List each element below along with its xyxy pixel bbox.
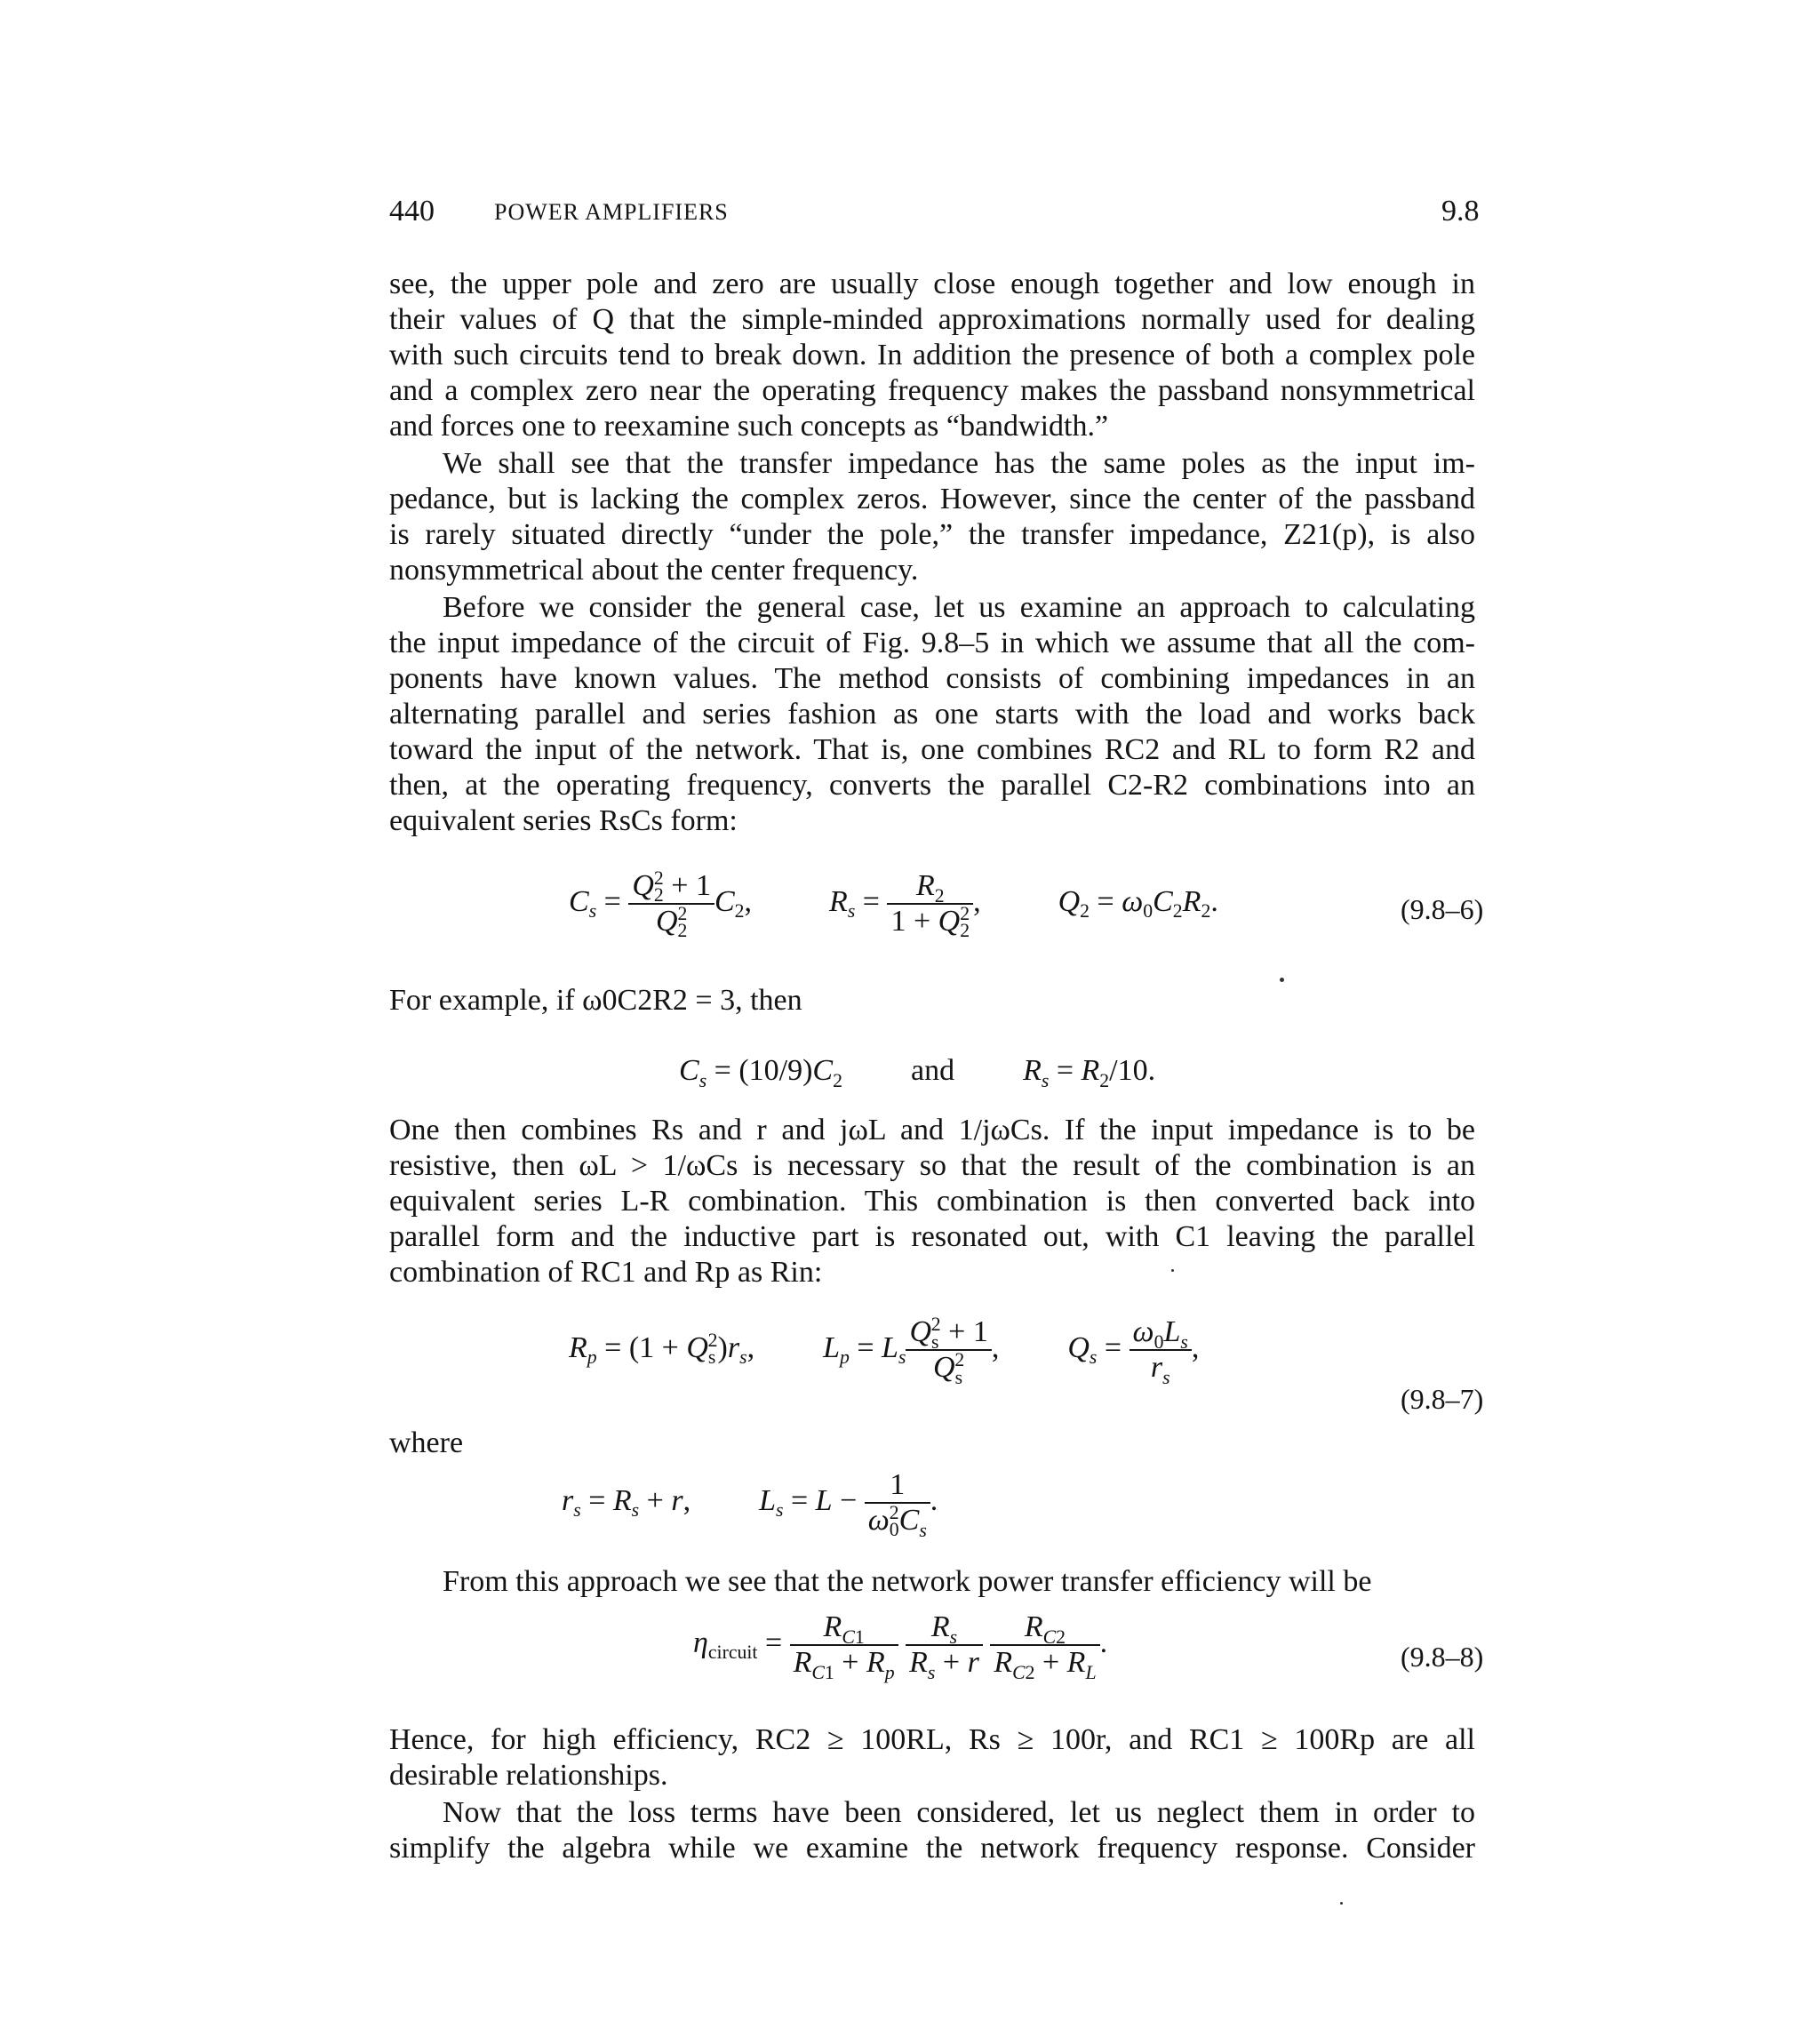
equation-example: $C_s = (10/9)C_2$ and $R_s = R_2/10$. (679, 1054, 1156, 1091)
text-line: resistive, then ωL > 1/ωCs is necessary so that the result of the combination is an (389, 1149, 1475, 1182)
scan-speck (1171, 1269, 1174, 1272)
text-line: Hence, for high efficiency, RC2 ≥ 100RL, Rs ≥ 100r, and RC1 ≥ 100Rp are all (389, 1723, 1475, 1756)
text-line: Now that the loss terms have been considered, let us neglect them in order to (443, 1796, 1475, 1829)
text-line: their values of Q that the simple-minded approximations normally used for dealing (389, 303, 1475, 336)
text-line: where (389, 1426, 464, 1459)
text-line: combination of RC1 and Rp as Rin: (389, 1256, 823, 1289)
text-line: desirable relationships. (389, 1759, 668, 1792)
text-line: parallel form and the inductive part is resonated out, with C1 leaving the parallel (389, 1220, 1475, 1253)
text-line: We shall see that the transfer impedance has the same poles as the input im- (443, 447, 1475, 480)
text-line: equivalent series RsCs form: (389, 804, 738, 837)
text-line: equivalent series L-R combination. This combination is then converted back into (389, 1185, 1475, 1218)
equation-9-8-7: $R_p = (1 + Q_s^2)r_s$, $L_p = L_s$ $\frac{Q_s^2 + 1}{Q_s^2}$ , $Q_s$ = $\frac{\omega_0L_s}{r_s}$ , (569, 1314, 1200, 1388)
text-line: and a complex zero near the operating frequency makes the passband nonsymmetrical (389, 374, 1475, 407)
text-line: see, the upper pole and zero are usually close enough together and low enough in (389, 268, 1475, 300)
and-word: and (910, 1054, 955, 1087)
text-line: pedance, but is lacking the complex zeros. However, since the center of the passband (389, 483, 1475, 515)
equation-where: $r_s = R_s + r$, $L_s = L$ − $\frac{1}{\omega_0^2C_s}$ . (562, 1468, 938, 1541)
text-line: alternating parallel and series fashion as one starts with the load and works back (389, 698, 1475, 731)
text-line: One then combines Rs and r and jωL and 1/jωCs. If the input impedance is to be (389, 1114, 1475, 1146)
section-number: 9.8 (1441, 195, 1480, 228)
equation-number: (9.8–8) (1401, 1641, 1484, 1673)
text-line: nonsymmetrical about the center frequency. (389, 554, 919, 587)
running-title: POWER AMPLIFIERS (494, 199, 729, 225)
text-line: Before we consider the general case, let us examine an approach to calculating (443, 591, 1475, 624)
scan-speck (1280, 978, 1284, 982)
text-line: simplify the algebra while we examine the network frequency response. Consider (389, 1832, 1475, 1865)
equation-number: (9.8–7) (1401, 1383, 1484, 1415)
page-number: 440 (389, 195, 435, 228)
equation-9-8-6: $C_s$ = $\frac{Q_2^2 + 1}{Q_2^2}$ $C_2$, $R_s$ = $\frac{R_2}{1 + Q_2^2}$ , $Q_2 = \omega_0C_2R_2$. (569, 867, 1218, 941)
text-line: From this approach we see that the network power transfer efficiency will be (443, 1565, 1372, 1598)
text-line: and forces one to reexamine such concepts as “bandwidth.” (389, 410, 1109, 443)
text-line: the input impedance of the circuit of Fig. 9.8–5 in which we assume that all the com- (389, 627, 1475, 659)
text-line: with such circuits tend to break down. In addition the presence of both a complex pole (389, 339, 1475, 371)
equation-9-8-8: $\eta_{circuit}$ = $\frac{R_{C1}}{R_{C1} + R_p}$ $\frac{R_s}{R_s + r}$ $\frac{R_{C2}}{R_{C2} + R_L}$ . (693, 1610, 1108, 1683)
text-line: toward the input of the network. That is, one combines RC2 and RL to form R2 and (389, 733, 1475, 766)
text-line: ponents have known values. The method consists of combining impedances in an (389, 662, 1475, 695)
text-line: For example, if ω0C2R2 = 3, then (389, 984, 802, 1017)
text-line: is rarely situated directly “under the pole,” the transfer impedance, Z21(p), is also (389, 518, 1475, 551)
scan-speck (1340, 1902, 1343, 1905)
text-line: then, at the operating frequency, converts the parallel C2-R2 combinations into an (389, 769, 1475, 802)
equation-number: (9.8–6) (1401, 893, 1484, 925)
